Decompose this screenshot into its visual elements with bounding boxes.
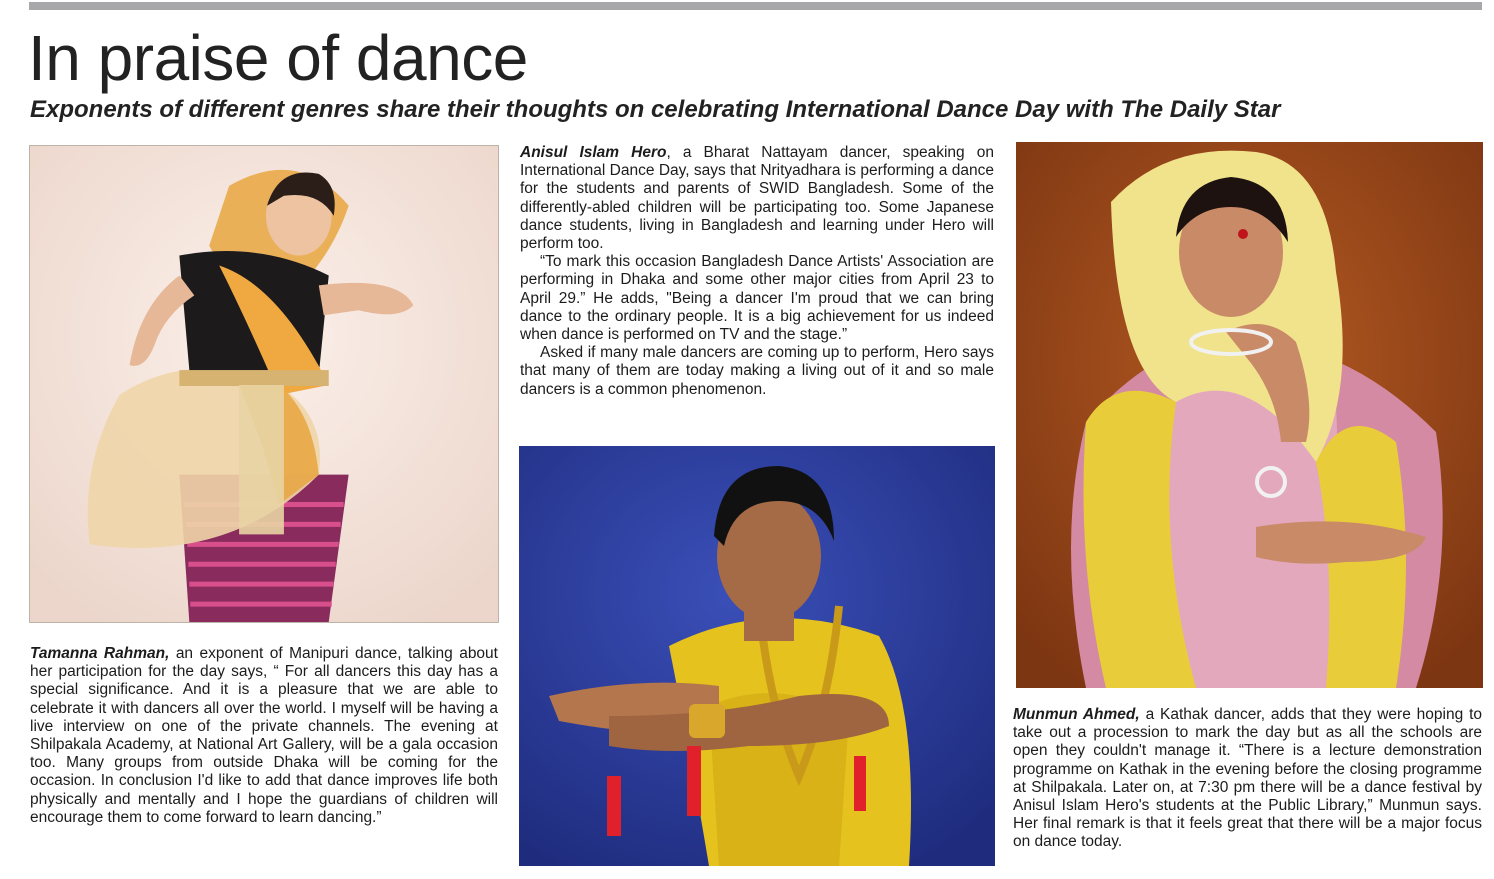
hero-name: Anisul Islam Hero [520, 144, 667, 161]
photo-munmun-ahmed [1016, 142, 1483, 688]
article-column-munmun [1013, 706, 1482, 852]
hero-paragraph-2: “To mark this occasion Bangladesh Dance Artists' Association are performing in Dhaka and some other major cities from April 23 to April 29.” He adds, "Being a dancer I'm proud that we can bring dance to the ordinary people. It is a big achievement for us indeed when dance is performed on TV and the stage.” [520, 253, 994, 344]
kathak-dancer-illustration [1016, 142, 1483, 688]
tamanna-paragraph: Tamanna Rahman, an exponent of Manipuri dance, talking about her participation for the day says, “ For all dancers this day has a special significance. And it is a pleasure that we are able to celebrate it with dancers all over the world. I myself will be having a live interview on one of the private channels. The evening at Shilpakala Academy, at National Art Gallery, will be a gala occasion too. Many groups from outside Dhaka will be coming for the occasion. In conclusion I'd like to add that dance improves life both physically and mentally and I hope the guardians of children will encourage them to come forward to learn dancing.” [30, 645, 498, 826]
standfirst: Exponents of different genres share their thoughts on celebrating International Dance Day with The Daily Star [30, 96, 1281, 123]
photo-anisul-islam-hero [519, 446, 995, 866]
tamanna-name: Tamanna Rahman, [30, 645, 170, 662]
manipuri-dancer-illustration [30, 146, 498, 622]
bharatnatyam-dancer-illustration [519, 446, 995, 866]
article-column-hero [520, 144, 994, 399]
munmun-name: Munmun Ahmed, [1013, 706, 1140, 723]
hero-paragraph-3: Asked if many male dancers are coming up to perform, Hero says that many of them are today making a living out of it and so male dancers is a common phenomenon. [520, 344, 994, 398]
article-column-tamanna [30, 645, 498, 827]
photo-tamanna-rahman [29, 145, 499, 623]
munmun-paragraph: Munmun Ahmed, a Kathak dancer, adds that they were hoping to take out a procession to mark the day but as all the schools are open they couldn't manage it. “There is a lecture demonstration programme on Kathak in the evening before the closing programme at Shilpakala. Later on, at 7:30 pm there will be a dance festival by Anisul Islam Hero's students at the Public Library,” Munmun says. Her final remark is that it feels great that there will be a major focus on dance today. [1013, 706, 1483, 851]
hero-paragraph-1: Anisul Islam Hero, a Bharat Nattayam dancer, speaking on International Dance Day, says that Nrityadhara is performing a dance for the students and parents of SWID Bangladesh. Some of the differently-abled children will be participating too. Some Japanese dance students, living in Bangladesh and learning under Hero will perform too. [520, 144, 994, 253]
top-rule [29, 2, 1482, 10]
headline: In praise of dance [28, 22, 528, 94]
